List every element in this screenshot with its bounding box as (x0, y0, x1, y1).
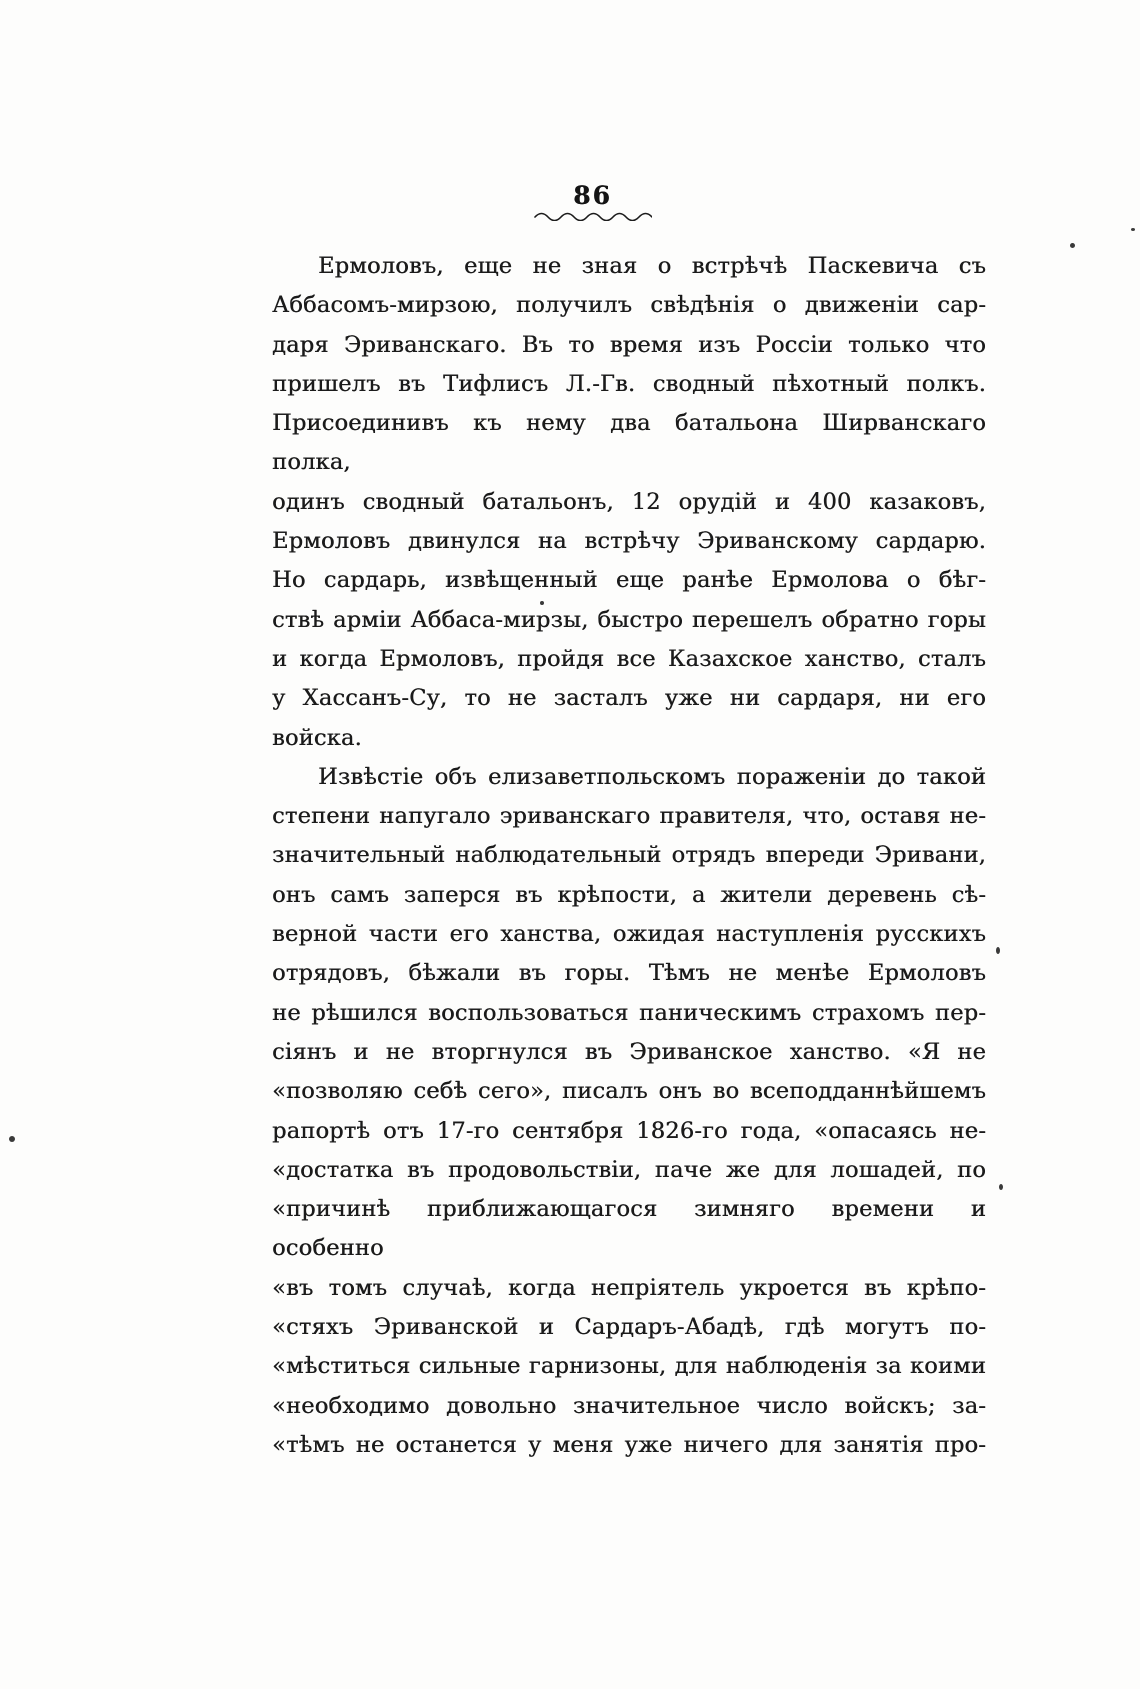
text-line: рапортѣ отъ 17-го сентября 1826-го года, «опасаясь не- (272, 1117, 986, 1144)
text-line: ствѣ арміи Аббаса-мирзы, быстро перешелъ обратно горы (272, 606, 986, 633)
text-line: и когда Ермоловъ, пройдя все Казахское ханство, сталъ (272, 645, 986, 672)
scan-speck (1070, 243, 1075, 248)
text-line: не рѣшился воспользоваться паническимъ страхомъ пер- (272, 999, 986, 1026)
text-line: «необходимо довольно значительное число войскъ; за- (272, 1392, 986, 1419)
text-line: даря Эриванскаго. Въ то время изъ Россіи только что (272, 331, 986, 358)
text-line: Извѣстіе объ елизаветпольскомъ пораженіи до такой (318, 763, 986, 790)
text-line: Ермоловъ, еще не зная о встрѣчѣ Паскевича съ (318, 253, 986, 279)
text-line: «тѣмъ не останется у меня уже ничего для занятія про- (272, 1431, 986, 1458)
scan-speck (540, 601, 544, 605)
text-line: степени напугало эриванскаго правителя, что, оставя не- (272, 803, 986, 830)
text-line: войска. (272, 724, 362, 751)
paragraph (272, 247, 986, 758)
scan-speck (1131, 228, 1135, 231)
scan-speck (999, 1184, 1003, 1190)
text-line: «мѣститься сильные гарнизоны, для наблюденія за коими (272, 1353, 986, 1380)
text-line: «позволяю себѣ сего», писалъ онъ во всеподданнѣйшемъ (272, 1078, 986, 1105)
text-line: онъ самъ заперся въ крѣпости, а жители деревень сѣ- (272, 881, 986, 908)
text-line: у Хассанъ-Су, то не засталъ уже ни сардаря, ни его (272, 685, 986, 712)
text-line: Присоединивъ къ нему два батальона Ширванскаго полка, (272, 410, 986, 476)
text-line: «стяхъ Эриванской и Сардаръ-Абадѣ, гдѣ могутъ по- (272, 1314, 986, 1341)
text-line: сіянъ и не вторгнулся въ Эриванское ханство. «Я не (272, 1038, 986, 1065)
wavy-rule-ornament (534, 211, 652, 221)
text-line: верной части его ханства, ожидая наступленія русскихъ (272, 921, 986, 948)
text-line: Ермоловъ двинулся на встрѣчу Эриванскому сардарю. (272, 528, 986, 555)
text-line: «въ томъ случаѣ, когда непріятель укроется въ крѣпо- (272, 1274, 986, 1301)
text-line: «достатка въ продовольствіи, паче же для лошадей, по (272, 1156, 986, 1183)
text-line: Аббасомъ-мирзою, получилъ свѣдѣнія о движеніи сар- (272, 292, 986, 319)
text-line: значительный наблюдательный отрядъ впереди Эривани, (272, 842, 986, 869)
page-header (520, 183, 665, 221)
text-line: «причинѣ приближающагося зимняго времени и особенно (272, 1196, 986, 1262)
text-line: отрядовъ, бѣжали въ горы. Тѣмъ не менѣе Ермоловъ (272, 960, 986, 987)
page-number: 86 (573, 181, 612, 210)
text-line: одинъ сводный батальонъ, 12 орудій и 400 казаковъ, (272, 488, 986, 515)
scan-speck (9, 1136, 15, 1142)
paragraph (272, 758, 986, 1465)
text-line: пришелъ въ Тифлисъ Л.-Гв. сводный пѣхотный полкъ. (272, 370, 986, 397)
scan-speck (996, 947, 1000, 954)
text-line: Но сардарь, извѣщенный еще ранѣе Ермолова о бѣг- (272, 567, 986, 594)
text-block (272, 247, 986, 1465)
